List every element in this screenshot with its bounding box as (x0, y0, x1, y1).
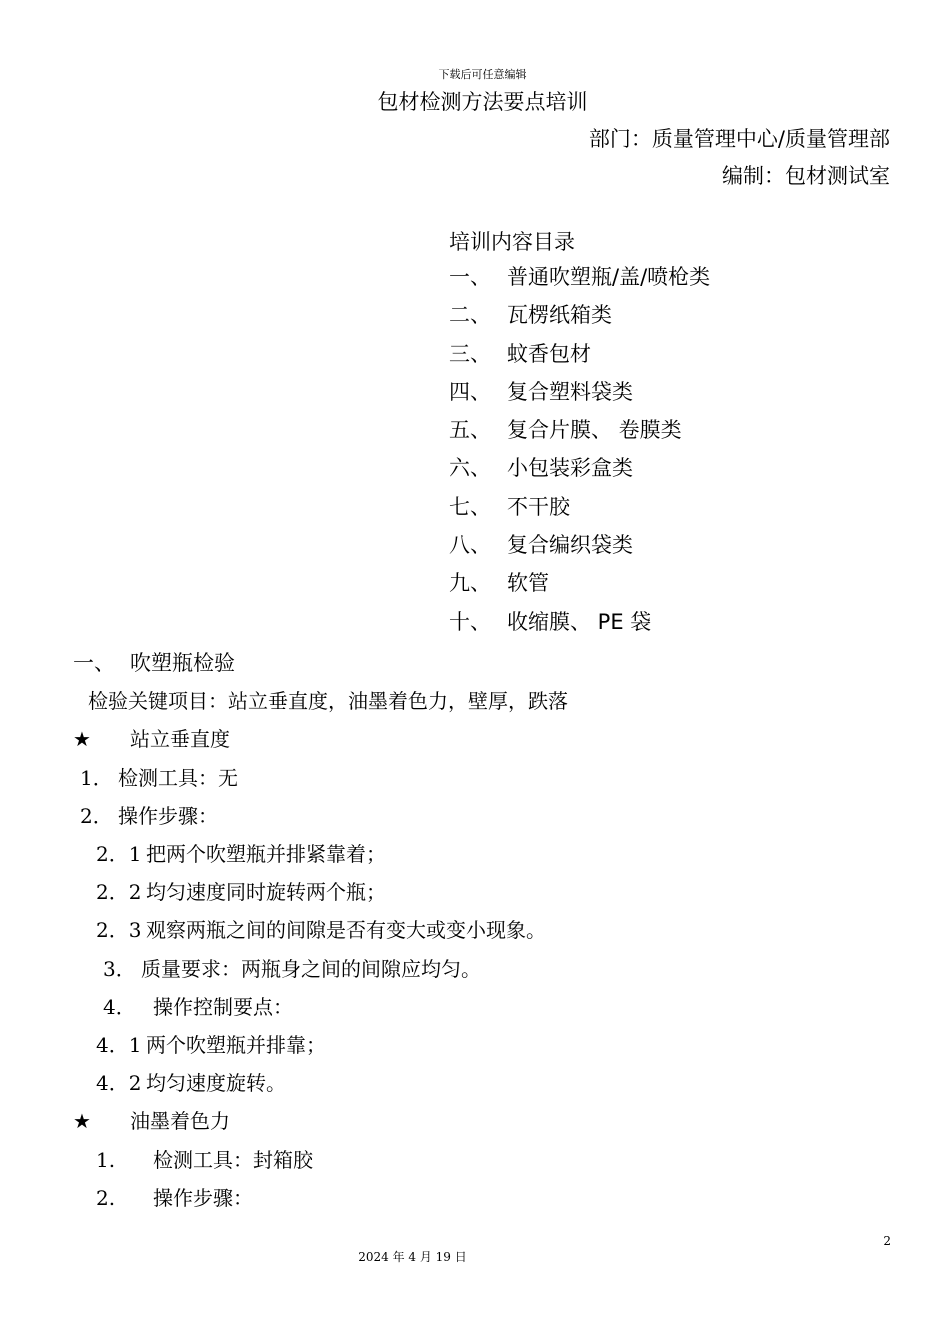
document-title: 包材检测方法要点培训 (377, 90, 588, 114)
substep-line (96, 1067, 286, 1096)
step-number: 1. (96, 1148, 116, 1172)
step-number: 2．3 (96, 918, 142, 942)
step-text: 质量要求：两瓶身之间的间隙应均匀。 (141, 957, 481, 981)
toc-item (449, 454, 710, 492)
toc-item-number: 五、 (449, 418, 491, 443)
step-text: 均匀速度同时旋转两个瓶； (146, 880, 386, 904)
toc-item (449, 263, 710, 301)
step-line (103, 991, 293, 1020)
toc-item-label: 收缩膜、 PE 袋 (507, 609, 652, 634)
toc-list (449, 263, 710, 646)
toc-item-number: 三、 (449, 341, 491, 366)
toc-item (449, 569, 710, 607)
toc-item-label: 复合编织袋类 (507, 533, 633, 558)
step-number: 2．1 (96, 842, 142, 866)
subitem-title: 油墨着色力 (130, 1109, 230, 1133)
step-text: 操作控制要点： (153, 995, 293, 1019)
toc-item-number: 十、 (449, 609, 491, 634)
subitem-heading (73, 1105, 230, 1134)
toc-item (449, 608, 710, 646)
section-title: 吹塑瓶检验 (130, 651, 235, 675)
step-text: 检测工具：封箱胶 (153, 1148, 313, 1172)
step-number: 4．1 (96, 1033, 142, 1057)
step-number: 3． (103, 957, 136, 981)
step-text: 两个吹塑瓶并排靠； (146, 1033, 326, 1057)
step-text: 把两个吹塑瓶并排紧靠着； (146, 842, 386, 866)
step-line (96, 1144, 313, 1173)
toc-item-label: 不干胶 (507, 494, 570, 519)
department-line: 部门：质量管理中心/质量管理部 (588, 127, 890, 151)
subitem-heading (73, 723, 230, 752)
step-number: 1． (80, 766, 113, 790)
toc-item-number: 六、 (449, 456, 491, 481)
toc-item-label: 复合塑料袋类 (507, 379, 633, 404)
toc-item-number: 八、 (449, 533, 491, 558)
toc-item (449, 378, 710, 416)
toc-item-label: 复合片膜、 卷膜类 (507, 418, 682, 443)
step-line (80, 762, 238, 791)
step-line (80, 800, 218, 829)
substep-line (96, 876, 386, 905)
toc-item-label: 软管 (507, 571, 549, 596)
section-number: 一、 (73, 651, 115, 675)
header-note: 下载后可任意编辑 (438, 68, 527, 81)
step-text: 操作步骤： (118, 804, 218, 828)
step-number: 4． (103, 995, 136, 1019)
toc-item-number: 四、 (449, 379, 491, 404)
toc-item (449, 340, 710, 378)
star-icon: ★ (73, 1109, 91, 1133)
toc-item-number: 一、 (449, 265, 491, 289)
step-number: 2. (96, 1186, 116, 1210)
step-line (96, 1182, 253, 1211)
editor-line: 编制：包材测试室 (722, 164, 890, 188)
substep-line (96, 1029, 326, 1058)
toc-item (449, 531, 710, 569)
star-icon: ★ (73, 727, 91, 751)
key-items-line: 检验关键项目：站立垂直度，油墨着色力，壁厚，跌落 (88, 689, 568, 713)
toc-heading: 培训内容目录 (449, 230, 575, 254)
toc-item (449, 493, 710, 531)
toc-item (449, 416, 710, 454)
toc-item-number: 七、 (449, 494, 491, 519)
toc-item-number: 九、 (449, 571, 491, 596)
toc-item-number: 二、 (449, 303, 491, 328)
step-number: 2． (80, 804, 113, 828)
toc-item (449, 301, 710, 339)
toc-item-label: 普通吹塑瓶/盖/喷枪类 (507, 265, 711, 289)
step-text: 检测工具：无 (118, 766, 238, 790)
subitem-title: 站立垂直度 (130, 727, 230, 751)
step-line (103, 953, 481, 982)
step-text: 操作步骤： (153, 1186, 253, 1210)
step-text: 均匀速度旋转。 (146, 1071, 286, 1095)
toc-item-label: 瓦楞纸箱类 (507, 303, 612, 328)
section-heading (73, 647, 235, 677)
step-text: 观察两瓶之间的间隙是否有变大或变小现象。 (146, 918, 546, 942)
step-number: 2．2 (96, 880, 142, 904)
substep-line (96, 914, 546, 943)
page-number: 2 (883, 1234, 891, 1248)
toc-item-label: 蚊香包材 (507, 341, 591, 366)
step-number: 4．2 (96, 1071, 142, 1095)
footer-date: 2024 年 4 月 19 日 (358, 1250, 467, 1264)
substep-line (96, 838, 386, 867)
toc-item-label: 小包装彩盒类 (507, 456, 633, 481)
